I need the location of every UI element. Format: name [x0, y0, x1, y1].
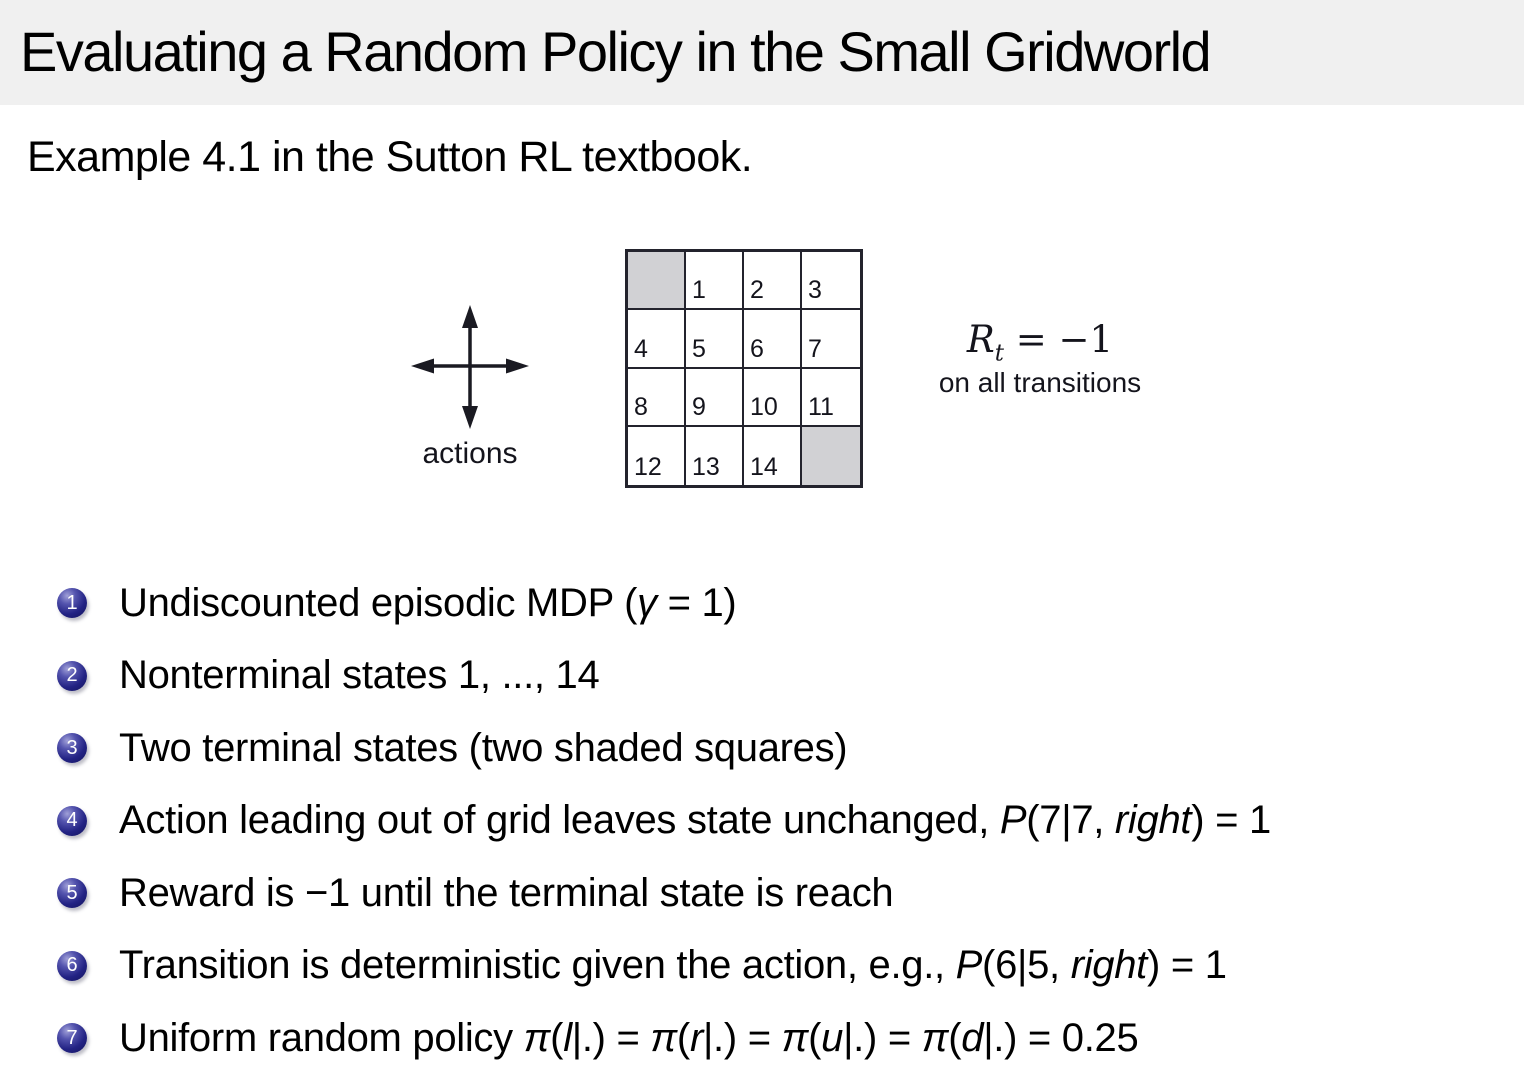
math-segment: l [563, 1015, 572, 1060]
item-number-badge: 2 [57, 661, 87, 691]
grid-cell [744, 427, 802, 485]
grid-cell [744, 369, 802, 427]
grid-cell-label: 10 [750, 392, 778, 421]
list-item-text [119, 1016, 1138, 1061]
grid-cell [686, 427, 744, 485]
list-item [57, 1002, 1517, 1075]
math-segment: P [955, 943, 983, 988]
grid-cell-terminal [802, 427, 860, 485]
grid-cell [686, 369, 744, 427]
math-segment: u [821, 1015, 844, 1060]
grid-cell [744, 310, 802, 368]
math-segment: ( [550, 1015, 564, 1060]
math-segment: = 1) [656, 580, 737, 625]
math-segment: P [999, 798, 1027, 843]
list-item-text [119, 653, 599, 698]
gridworld-grid [625, 249, 863, 488]
actions-cross-icon [405, 300, 535, 432]
actions-label: actions [422, 437, 518, 470]
grid-cell-label: 2 [750, 276, 764, 305]
math-segment: ) = 1 [1147, 943, 1227, 988]
grid-cell-label: 3 [808, 276, 822, 305]
grid-cell [802, 310, 860, 368]
reward-formula [890, 318, 1190, 366]
math-segment: Reward is −1 until the terminal state is reach [119, 870, 894, 915]
grid-cell-label: 12 [634, 453, 662, 481]
math-segment: right [1070, 943, 1148, 988]
grid-cell-label: 14 [750, 453, 778, 481]
list-item-text [119, 943, 1227, 988]
math-segment: (6|5, [982, 943, 1071, 988]
item-number-badge: 5 [57, 878, 87, 908]
slide-subtitle: Example 4.1 in the Sutton RL textbook. [27, 133, 753, 181]
math-segment: t [994, 340, 1004, 367]
math-segment: (7|7, [1026, 798, 1115, 843]
math-segment: ) = 1 [1191, 798, 1271, 843]
grid-cell-label: 6 [750, 334, 764, 363]
item-number-badge: 4 [57, 806, 87, 836]
grid-cell-label: 1 [692, 276, 706, 305]
math-segment: ( [808, 1015, 822, 1060]
grid-cell-label: 7 [808, 334, 822, 363]
math-segment: Undiscounted episodic MDP ( [119, 580, 638, 625]
bullet-list [57, 567, 1517, 1075]
list-item [57, 712, 1517, 785]
math-segment: |.) = 0.25 [983, 1015, 1139, 1060]
math-segment: Nonterminal states 1, ..., 14 [119, 653, 600, 698]
item-number-badge: 3 [57, 733, 87, 763]
grid-cell [628, 369, 686, 427]
math-segment: d [961, 1015, 984, 1060]
math-segment: γ [637, 580, 657, 625]
grid-cell [686, 252, 744, 310]
math-segment: |.) = [571, 1015, 651, 1060]
math-segment: π [650, 1015, 677, 1060]
list-item [57, 640, 1517, 713]
list-item [57, 567, 1517, 640]
list-item [57, 785, 1517, 858]
grid-cell [628, 427, 686, 485]
grid-cell-label: 4 [634, 334, 648, 363]
math-segment: |.) = [843, 1015, 922, 1060]
reward-annotation [890, 318, 1190, 399]
grid-cell-terminal [628, 252, 686, 310]
math-segment: Action leading out of grid leaves state unchanged, [119, 798, 1000, 843]
four-arrows-icon [405, 300, 535, 432]
math-segment: R [966, 318, 995, 361]
math-segment: right [1114, 798, 1192, 843]
math-segment: |.) = [702, 1015, 782, 1060]
item-number-badge: 6 [57, 951, 87, 981]
list-item [57, 857, 1517, 930]
math-segment: ( [676, 1015, 690, 1060]
math-segment: Transition is deterministic given the action, e.g., [119, 943, 956, 988]
math-segment: π [781, 1015, 809, 1060]
grid-cell-label: 9 [692, 392, 706, 421]
grid-cell [802, 369, 860, 427]
grid-cell-label: 13 [692, 453, 720, 481]
grid-cell-label: 5 [692, 334, 706, 363]
list-item-text [119, 871, 893, 916]
grid-cell [802, 252, 860, 310]
list-item-text [119, 726, 847, 771]
math-segment: π [921, 1015, 949, 1060]
list-item [57, 930, 1517, 1003]
list-item-text [119, 581, 736, 626]
math-segment: π [523, 1015, 551, 1060]
grid-cell [686, 310, 744, 368]
grid-cell-label: 11 [808, 392, 834, 421]
slide-title-bar [0, 0, 1524, 105]
page-title: Evaluating a Random Policy in the Small Gridworld [20, 20, 1211, 83]
grid-cell [628, 310, 686, 368]
reward-caption: on all transitions [938, 367, 1142, 399]
grid-cell [744, 252, 802, 310]
list-item-text [119, 798, 1271, 843]
grid-cell-label: 8 [634, 392, 648, 421]
math-segment: Uniform random policy [119, 1015, 524, 1060]
math-segment: ( [948, 1015, 962, 1060]
math-segment: = −1 [1004, 318, 1114, 361]
item-number-badge: 7 [57, 1023, 87, 1053]
item-number-badge: 1 [57, 588, 87, 618]
math-segment: Two terminal states (two shaded squares) [119, 725, 848, 770]
math-segment: r [689, 1015, 703, 1060]
